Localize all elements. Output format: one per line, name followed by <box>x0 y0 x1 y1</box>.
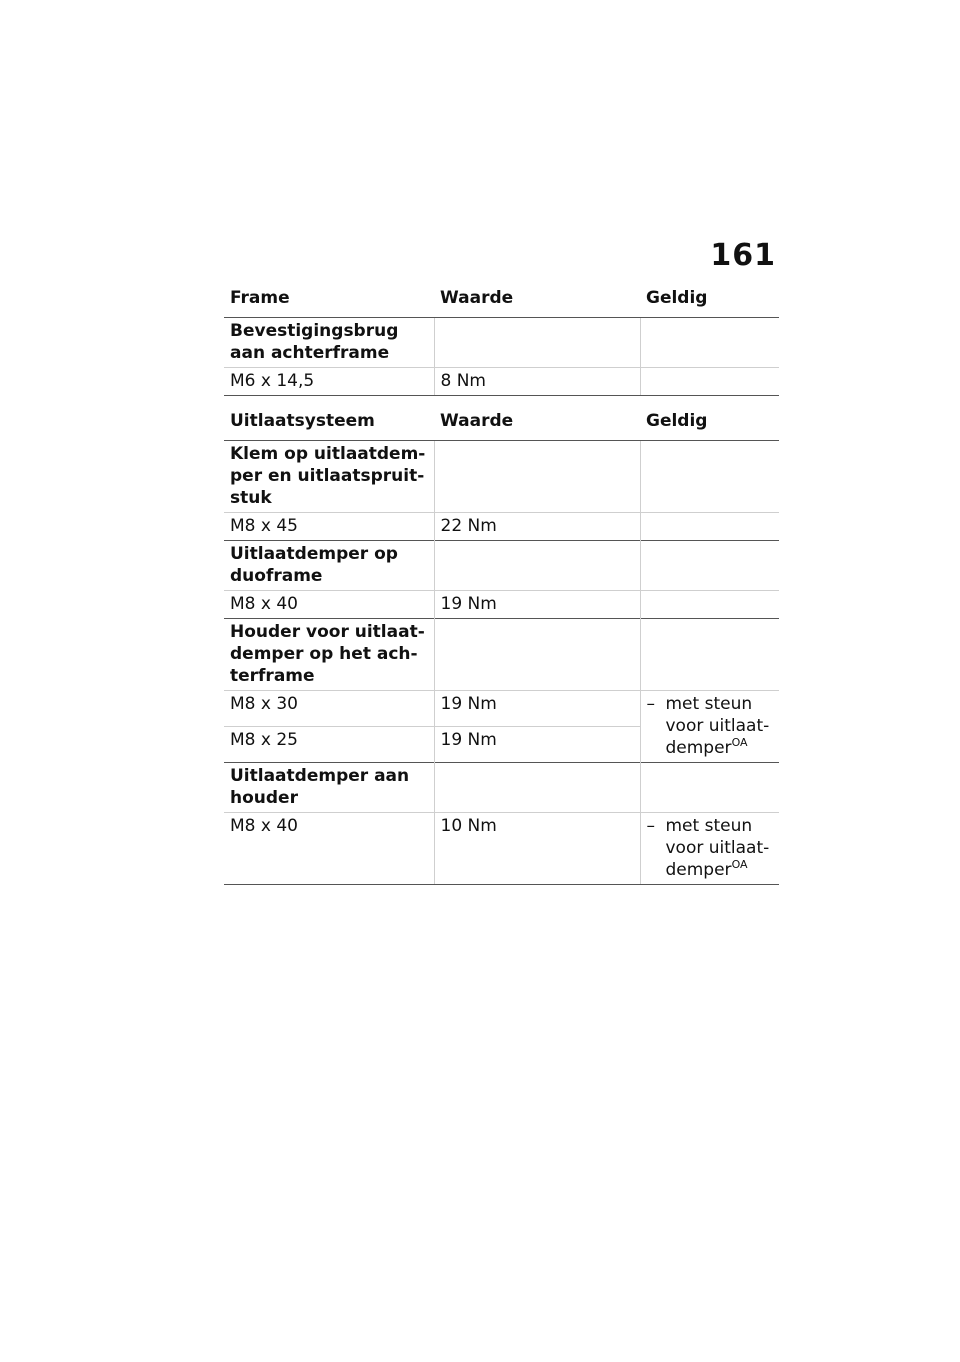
bolt-spec: M8 x 40 <box>224 591 434 619</box>
dash-bullet: – <box>646 694 655 714</box>
torque-value: 19 Nm <box>434 727 640 763</box>
table-row <box>224 813 779 885</box>
component-name: Uitlaatdemper op duoframe <box>224 541 434 591</box>
validity-note <box>640 691 779 763</box>
component-name: Klem op uitlaatdem- per en uitlaatspruit- stuk <box>230 444 426 508</box>
column-header-component: Uitlaatsysteem <box>224 410 434 441</box>
table-row <box>224 513 779 541</box>
component-name: Bevestigingsbrug aan achterframe <box>230 321 399 363</box>
table-row <box>224 368 779 396</box>
torque-value: 10 Nm <box>434 813 640 885</box>
table-row <box>224 763 779 813</box>
bolt-spec: M8 x 25 <box>224 727 434 763</box>
table-header-row <box>224 287 779 318</box>
exhaust-torque-table <box>224 410 779 885</box>
column-header-valid: Geldig <box>640 287 779 318</box>
component-name: Uitlaatdemper aan houder <box>224 763 434 813</box>
note-text: met steun voor uitlaat-demper <box>665 816 770 880</box>
optional-accessory-mark: OA <box>731 736 748 749</box>
page-number: 161 <box>710 238 776 273</box>
table-row <box>224 541 779 591</box>
torque-value: 19 Nm <box>434 591 640 619</box>
bolt-spec: M8 x 45 <box>224 513 434 541</box>
table-row <box>224 691 779 727</box>
column-header-component: Frame <box>224 287 434 318</box>
column-header-value: Waarde <box>434 287 640 318</box>
frame-torque-table <box>224 287 779 396</box>
bolt-spec: M6 x 14,5 <box>224 368 434 396</box>
table-row <box>224 619 779 691</box>
torque-value: 19 Nm <box>434 691 640 727</box>
bolt-spec: M8 x 40 <box>224 813 434 885</box>
component-name: Houder voor uitlaat- demper op het ach- terframe <box>224 619 434 691</box>
table-row <box>224 441 779 513</box>
optional-accessory-mark: OA <box>731 858 748 871</box>
torque-value: 8 Nm <box>434 368 640 396</box>
dash-bullet: – <box>646 816 655 836</box>
bolt-spec: M8 x 30 <box>224 691 434 727</box>
validity-note <box>640 813 779 885</box>
column-header-value: Waarde <box>434 410 640 441</box>
table-row <box>224 591 779 619</box>
table-row <box>224 318 779 368</box>
torque-value: 22 Nm <box>434 513 640 541</box>
table-header-row <box>224 410 779 441</box>
column-header-valid: Geldig <box>640 410 779 441</box>
note-text: met steun voor uitlaat-demper <box>665 694 770 758</box>
